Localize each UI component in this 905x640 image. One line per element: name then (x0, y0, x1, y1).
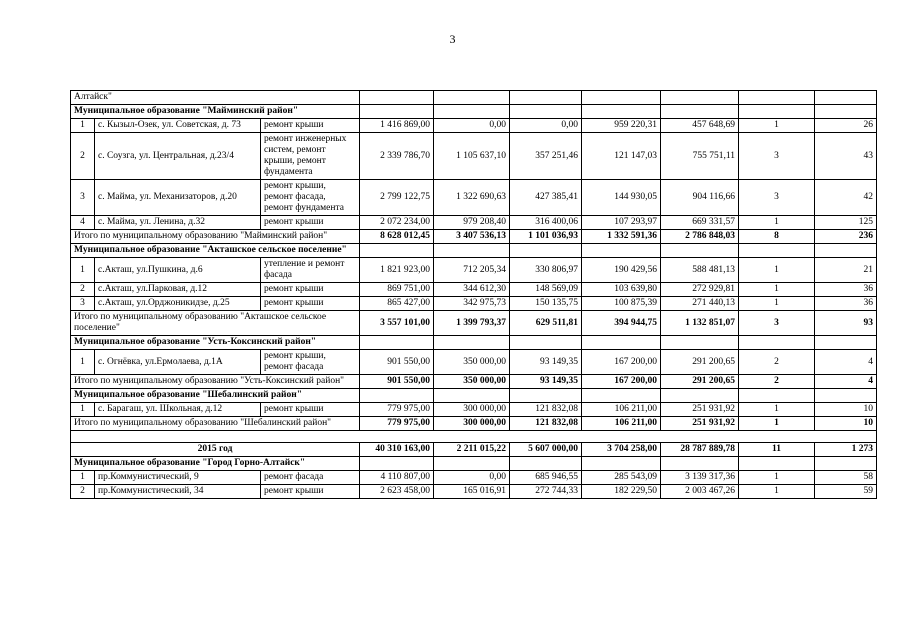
amount-cell: 2 339 786,70 (360, 133, 434, 180)
subtotal-row (71, 375, 877, 389)
section-header-row (71, 244, 877, 258)
empty-cell (815, 91, 877, 105)
row-number: 1 (71, 350, 95, 375)
subtotal-amount: 779 975,00 (360, 417, 434, 431)
subtotal-amount: 251 931,92 (661, 417, 739, 431)
empty-cell (510, 389, 582, 403)
amount-cell: 300 000,00 (434, 403, 510, 417)
houses-count-cell: 1 (739, 283, 815, 297)
amount-cell: 0,00 (510, 119, 582, 133)
amount-cell: 342 975,73 (434, 297, 510, 311)
table-row (71, 258, 877, 283)
table-row (71, 180, 877, 216)
amount-cell: 316 400,06 (510, 216, 582, 230)
residents-count-cell: 58 (815, 471, 877, 485)
amount-cell: 1 322 690,63 (434, 180, 510, 216)
empty-cell (510, 105, 582, 119)
houses-count-cell: 1 (739, 258, 815, 283)
amount-cell: 669 331,57 (661, 216, 739, 230)
section-title: Алтайск" (71, 91, 360, 105)
empty-cell (815, 457, 877, 471)
subtotal-residents: 236 (815, 230, 877, 244)
table-row (71, 485, 877, 499)
residents-count-cell: 125 (815, 216, 877, 230)
address-cell: с.Акташ, ул.Парковая, д.12 (95, 283, 261, 297)
subtotal-amount: 300 000,00 (434, 417, 510, 431)
work-type-cell: ремонт фасада (261, 471, 360, 485)
amount-cell: 979 208,40 (434, 216, 510, 230)
amount-cell: 779 975,00 (360, 403, 434, 417)
amount-cell: 755 751,11 (661, 133, 739, 180)
amount-cell: 685 946,55 (510, 471, 582, 485)
empty-cell (582, 105, 661, 119)
subtotal-label: Итого по муниципальному образованию "Майминский район" (71, 230, 360, 244)
empty-cell (434, 336, 510, 350)
residents-count-cell: 10 (815, 403, 877, 417)
work-type-cell: ремонт инженерных систем, ремонт крыши, ремонт фундамента (261, 133, 360, 180)
amount-cell: 344 612,30 (434, 283, 510, 297)
amount-cell: 1 416 869,00 (360, 119, 434, 133)
table-row (71, 133, 877, 180)
amount-cell: 457 648,69 (661, 119, 739, 133)
subtotal-amount: 394 944,75 (582, 311, 661, 336)
empty-cell (739, 91, 815, 105)
section-title: Муниципальное образование "Усть-Коксинский район" (71, 336, 360, 350)
subtotal-houses: 3 (739, 311, 815, 336)
empty-cell (510, 336, 582, 350)
empty-cell (815, 244, 877, 258)
amount-cell: 182 229,50 (582, 485, 661, 499)
amount-cell: 291 200,65 (661, 350, 739, 375)
amount-cell: 959 220,31 (582, 119, 661, 133)
empty-cell (360, 336, 434, 350)
empty-cell (661, 389, 739, 403)
amount-cell: 190 429,56 (582, 258, 661, 283)
subtotal-amount: 8 628 012,45 (360, 230, 434, 244)
empty-cell (815, 389, 877, 403)
residents-count-cell: 36 (815, 283, 877, 297)
empty-cell (360, 457, 434, 471)
amount-cell: 144 930,05 (582, 180, 661, 216)
amount-cell: 427 385,41 (510, 180, 582, 216)
amount-cell: 869 751,00 (360, 283, 434, 297)
subtotal-amount: 1 332 591,36 (582, 230, 661, 244)
capital-repair-table (70, 90, 877, 499)
work-type-cell: ремонт крыши (261, 216, 360, 230)
empty-cell (661, 336, 739, 350)
table-row (71, 350, 877, 375)
amount-cell: 121 832,08 (510, 403, 582, 417)
amount-cell: 350 000,00 (434, 350, 510, 375)
work-type-cell: ремонт крыши (261, 283, 360, 297)
amount-cell: 4 110 807,00 (360, 471, 434, 485)
row-number: 2 (71, 485, 95, 499)
subtotal-houses: 8 (739, 230, 815, 244)
houses-count-cell: 3 (739, 180, 815, 216)
row-number: 3 (71, 297, 95, 311)
year-amount: 5 607 000,00 (510, 443, 582, 457)
houses-count-cell: 1 (739, 297, 815, 311)
subtotal-amount: 3 557 101,00 (360, 311, 434, 336)
amount-cell: 271 440,13 (661, 297, 739, 311)
empty-cell (582, 91, 661, 105)
amount-cell: 167 200,00 (582, 350, 661, 375)
subtotal-amount: 1 399 793,37 (434, 311, 510, 336)
row-number: 3 (71, 180, 95, 216)
subtotal-houses: 2 (739, 375, 815, 389)
table-row (71, 119, 877, 133)
amount-cell: 107 293,97 (582, 216, 661, 230)
table-row (71, 471, 877, 485)
section-header-row (71, 91, 877, 105)
empty-cell (739, 105, 815, 119)
address-cell: с. Кызыл-Озек, ул. Советская, д. 73 (95, 119, 261, 133)
empty-cell (815, 105, 877, 119)
residents-count-cell: 42 (815, 180, 877, 216)
empty-cell (661, 457, 739, 471)
amount-cell: 103 639,80 (582, 283, 661, 297)
amount-cell: 285 543,09 (582, 471, 661, 485)
year-residents: 1 273 (815, 443, 877, 457)
subtotal-row (71, 230, 877, 244)
empty-cell (360, 244, 434, 258)
amount-cell: 1 821 923,00 (360, 258, 434, 283)
section-header-row (71, 457, 877, 471)
subtotal-row (71, 417, 877, 431)
subtotal-amount: 3 407 536,13 (434, 230, 510, 244)
row-number: 4 (71, 216, 95, 230)
amount-cell: 148 569,09 (510, 283, 582, 297)
amount-cell: 1 105 637,10 (434, 133, 510, 180)
subtotal-label: Итого по муниципальному образованию "Шебалинский район" (71, 417, 360, 431)
row-number: 1 (71, 119, 95, 133)
amount-cell: 904 116,66 (661, 180, 739, 216)
work-type-cell: ремонт крыши (261, 119, 360, 133)
section-header-row (71, 105, 877, 119)
year-amount: 3 704 258,00 (582, 443, 661, 457)
blank-row (71, 431, 877, 443)
table-row (71, 216, 877, 230)
year-amount: 2 211 015,22 (434, 443, 510, 457)
subtotal-houses: 1 (739, 417, 815, 431)
section-title: Муниципальное образование "Майминский район" (71, 105, 360, 119)
residents-count-cell: 59 (815, 485, 877, 499)
subtotal-residents: 93 (815, 311, 877, 336)
subtotal-amount: 350 000,00 (434, 375, 510, 389)
residents-count-cell: 43 (815, 133, 877, 180)
empty-cell (360, 91, 434, 105)
subtotal-amount: 629 511,81 (510, 311, 582, 336)
amount-cell: 272 929,81 (661, 283, 739, 297)
work-type-cell: утепление и ремонт фасада (261, 258, 360, 283)
houses-count-cell: 2 (739, 350, 815, 375)
work-type-cell: ремонт крыши, ремонт фасада (261, 350, 360, 375)
amount-cell: 2 623 458,00 (360, 485, 434, 499)
subtotal-amount: 106 211,00 (582, 417, 661, 431)
address-cell: с. Майма, ул. Ленина, д.32 (95, 216, 261, 230)
amount-cell: 865 427,00 (360, 297, 434, 311)
subtotal-row (71, 311, 877, 336)
empty-cell (510, 244, 582, 258)
subtotal-amount: 1 101 036,93 (510, 230, 582, 244)
amount-cell: 2 072 234,00 (360, 216, 434, 230)
amount-cell: 3 139 317,36 (661, 471, 739, 485)
empty-cell (739, 336, 815, 350)
subtotal-amount: 121 832,08 (510, 417, 582, 431)
residents-count-cell: 36 (815, 297, 877, 311)
subtotal-amount: 901 550,00 (360, 375, 434, 389)
houses-count-cell: 3 (739, 133, 815, 180)
amount-cell: 121 147,03 (582, 133, 661, 180)
empty-cell (360, 389, 434, 403)
year-label: 2015 год (71, 443, 360, 457)
row-number: 1 (71, 403, 95, 417)
year-total-row (71, 443, 877, 457)
section-title: Муниципальное образование "Город Горно-Алтайск" (71, 457, 360, 471)
empty-cell (582, 244, 661, 258)
subtotal-amount: 167 200,00 (582, 375, 661, 389)
amount-cell: 93 149,35 (510, 350, 582, 375)
empty-cell (434, 91, 510, 105)
amount-cell: 2 003 467,26 (661, 485, 739, 499)
empty-cell (434, 244, 510, 258)
empty-cell (360, 105, 434, 119)
amount-cell: 272 744,33 (510, 485, 582, 499)
row-number: 2 (71, 133, 95, 180)
empty-cell (661, 91, 739, 105)
empty-cell (434, 457, 510, 471)
residents-count-cell: 26 (815, 119, 877, 133)
empty-cell (661, 244, 739, 258)
empty-cell (739, 244, 815, 258)
section-header-row (71, 389, 877, 403)
houses-count-cell: 1 (739, 216, 815, 230)
year-amount: 40 310 163,00 (360, 443, 434, 457)
empty-cell (739, 457, 815, 471)
row-number: 2 (71, 283, 95, 297)
amount-cell: 106 211,00 (582, 403, 661, 417)
empty-cell (661, 105, 739, 119)
residents-count-cell: 4 (815, 350, 877, 375)
section-title: Муниципальное образование "Шебалинский район" (71, 389, 360, 403)
empty-cell (582, 336, 661, 350)
year-amount: 28 787 889,78 (661, 443, 739, 457)
section-header-row (71, 336, 877, 350)
section-title: Муниципальное образование "Акташское сельское поселение" (71, 244, 360, 258)
address-cell: пр.Коммунистический, 34 (95, 485, 261, 499)
blank-cell (71, 431, 877, 443)
empty-cell (739, 389, 815, 403)
amount-cell: 330 806,97 (510, 258, 582, 283)
subtotal-label: Итого по муниципальному образованию "Усть-Коксинский район" (71, 375, 360, 389)
table-row (71, 297, 877, 311)
table-row (71, 403, 877, 417)
address-cell: с. Огнёвка, ул.Ермолаева, д.1А (95, 350, 261, 375)
amount-cell: 588 481,13 (661, 258, 739, 283)
work-type-cell: ремонт крыши (261, 485, 360, 499)
year-houses: 11 (739, 443, 815, 457)
empty-cell (510, 457, 582, 471)
address-cell: с. Барагаш, ул. Школьная, д.12 (95, 403, 261, 417)
empty-cell (434, 389, 510, 403)
subtotal-residents: 10 (815, 417, 877, 431)
houses-count-cell: 1 (739, 403, 815, 417)
subtotal-amount: 2 786 848,03 (661, 230, 739, 244)
subtotal-residents: 4 (815, 375, 877, 389)
amount-cell: 165 016,91 (434, 485, 510, 499)
work-type-cell: ремонт крыши (261, 297, 360, 311)
address-cell: пр.Коммунистический, 9 (95, 471, 261, 485)
address-cell: с.Акташ, ул.Орджоникидзе, д.25 (95, 297, 261, 311)
address-cell: с. Майма, ул. Механизаторов, д.20 (95, 180, 261, 216)
empty-cell (510, 91, 582, 105)
subtotal-label: Итого по муниципальному образованию "Акташское сельское поселение" (71, 311, 360, 336)
houses-count-cell: 1 (739, 485, 815, 499)
subtotal-amount: 93 149,35 (510, 375, 582, 389)
empty-cell (815, 336, 877, 350)
amount-cell: 2 799 122,75 (360, 180, 434, 216)
empty-cell (582, 457, 661, 471)
residents-count-cell: 21 (815, 258, 877, 283)
amount-cell: 357 251,46 (510, 133, 582, 180)
amount-cell: 150 135,75 (510, 297, 582, 311)
address-cell: с.Акташ, ул.Пушкина, д.6 (95, 258, 261, 283)
row-number: 1 (71, 471, 95, 485)
houses-count-cell: 1 (739, 119, 815, 133)
work-type-cell: ремонт крыши, ремонт фасада, ремонт фундамента (261, 180, 360, 216)
address-cell: с. Соузга, ул. Центральная, д.23/4 (95, 133, 261, 180)
amount-cell: 712 205,34 (434, 258, 510, 283)
subtotal-amount: 1 132 851,07 (661, 311, 739, 336)
amount-cell: 251 931,92 (661, 403, 739, 417)
table-row (71, 283, 877, 297)
houses-count-cell: 1 (739, 471, 815, 485)
amount-cell: 100 875,39 (582, 297, 661, 311)
subtotal-amount: 291 200,65 (661, 375, 739, 389)
work-type-cell: ремонт крыши (261, 403, 360, 417)
empty-cell (434, 105, 510, 119)
page-number: 3 (449, 32, 456, 46)
row-number: 1 (71, 258, 95, 283)
amount-cell: 0,00 (434, 119, 510, 133)
empty-cell (582, 389, 661, 403)
amount-cell: 0,00 (434, 471, 510, 485)
amount-cell: 901 550,00 (360, 350, 434, 375)
